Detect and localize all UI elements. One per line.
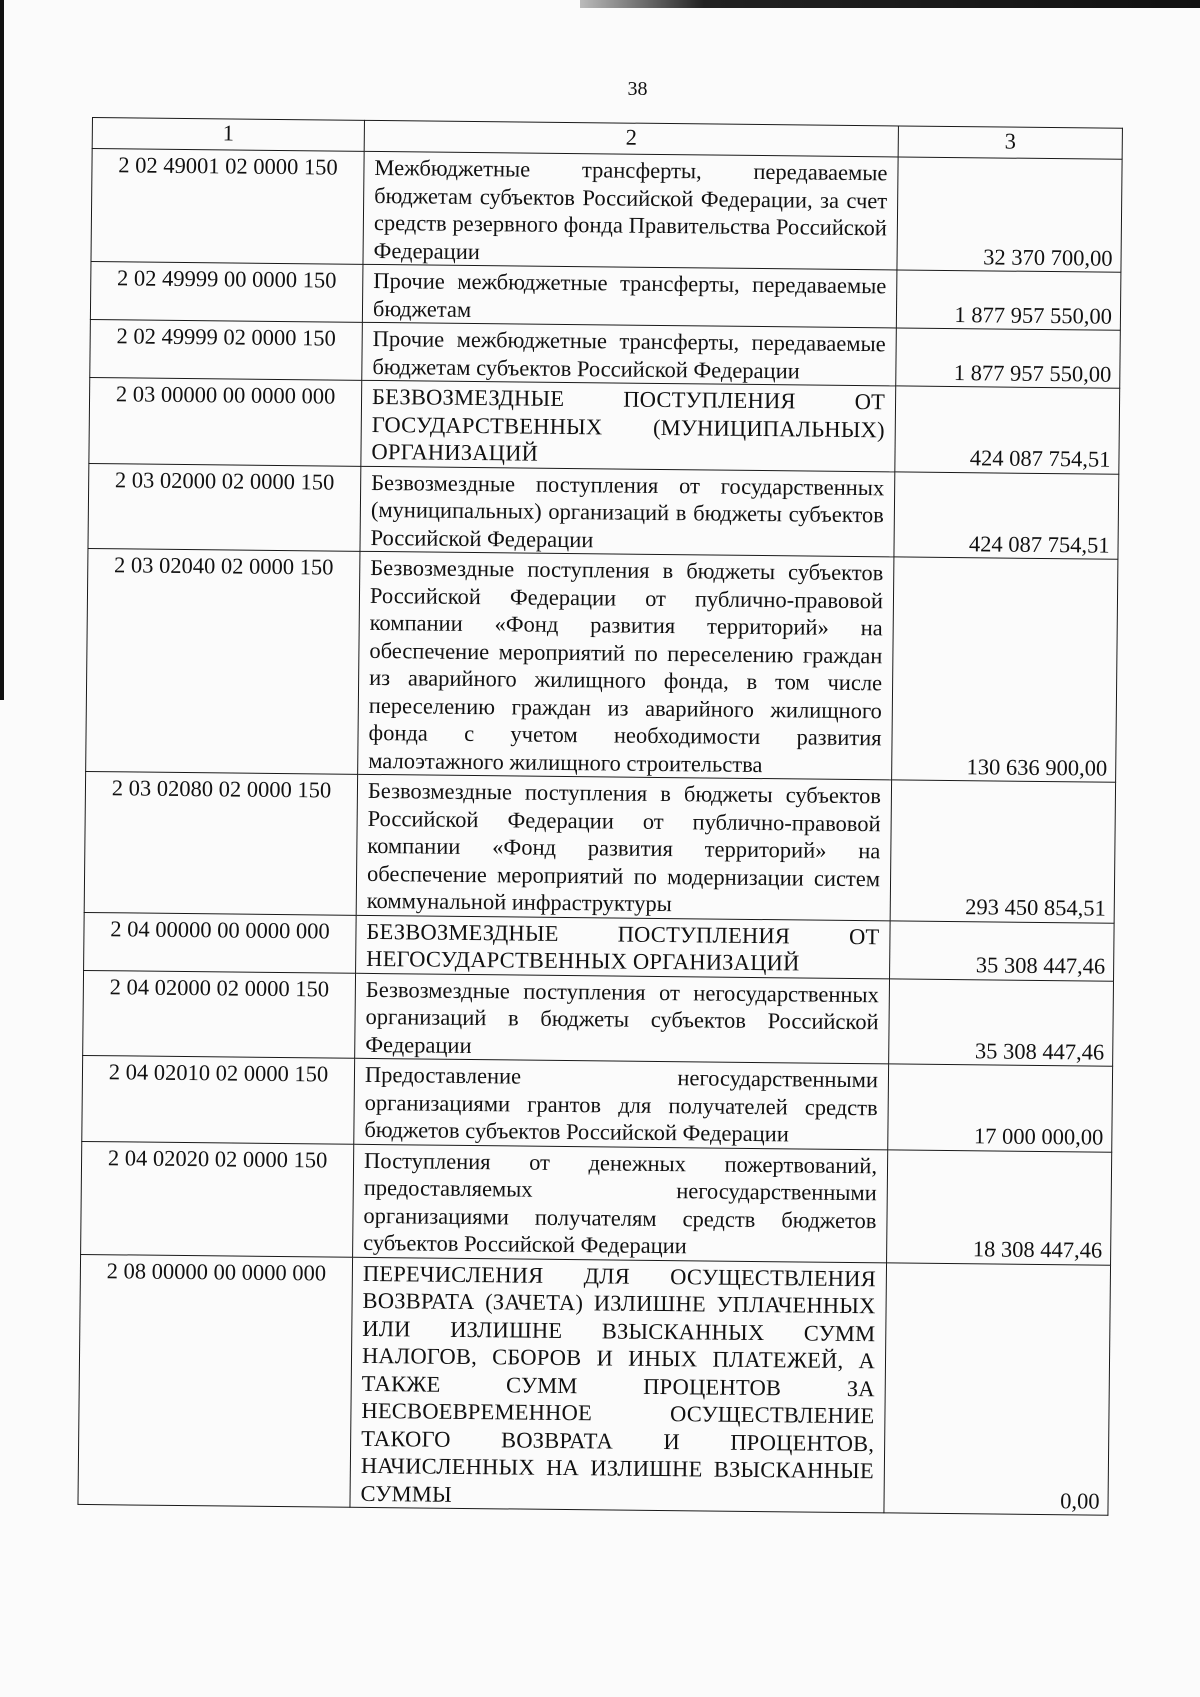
table-row: [82, 1055, 1113, 1151]
table-row: [78, 1254, 1111, 1515]
income-name-cell: ПЕРЕЧИСЛЕНИЯ ДЛЯ ОСУЩЕСТВЛЕНИЯ ВОЗВРАТА (ЗАЧЕТА) ИЗЛИШНЕ УПЛАЧЕННЫХ ИЛИ ИЗЛИШНЕ ВЗЫСКАННЫХ СУММ НАЛОГОВ, СБОРОВ И ИНЫХ ПЛАТЕЖЕЙ, А ТАКЖЕ СУММ ПРОЦЕНТОВ ЗА НЕСВОЕВРЕМЕННОЕ ОСУЩЕСТВЛЕНИЕ ТАКОГО ВОЗВРАТА И ПРОЦЕНТОВ, НАЧИСЛЕННЫХ НА ИЗЛИШНЕ ВЗЫСКАННЫЕ СУММЫ: [350, 1257, 887, 1513]
amount-cell: 35 308 447,46: [889, 978, 1114, 1066]
table-row: [89, 377, 1120, 473]
amount-cell: 424 087 754,51: [895, 386, 1120, 474]
column-header: 1: [92, 118, 364, 152]
amount-cell: 17 000 000,00: [888, 1064, 1113, 1152]
amount-cell: 1 877 957 550,00: [896, 270, 1121, 330]
amount-cell: 1 877 957 550,00: [896, 328, 1121, 388]
income-name-cell: БЕЗВОЗМЕЗДНЫЕ ПОСТУПЛЕНИЯ ОТ ГОСУДАРСТВЕННЫХ (МУНИЦИПАЛЬНЫХ) ОРГАНИЗАЦИЙ: [361, 380, 896, 471]
budget-code-cell: 2 02 49999 00 0000 150: [90, 261, 363, 322]
amount-cell: 32 370 700,00: [897, 157, 1122, 272]
budget-code-cell: 2 04 02020 02 0000 150: [81, 1141, 354, 1257]
income-name-cell: Предоставление негосударственными организациями грантов для получателей средств бюджетов субъектов Российской Федерации: [354, 1058, 889, 1149]
income-name-cell: Прочие межбюджетные трансферты, передаваемые бюджетам субъектов Российской Федерации: [362, 322, 897, 386]
budget-code-cell: 2 03 02040 02 0000 150: [86, 548, 360, 774]
amount-cell: 18 308 447,46: [887, 1149, 1112, 1264]
income-name-cell: Поступления от денежных пожертвований, предоставляемых негосударственными организациями получателям средств бюджетов субъектов Российской Федерации: [353, 1144, 888, 1263]
table-row: [88, 463, 1119, 559]
amount-cell: 35 308 447,46: [890, 920, 1115, 980]
budget-code-cell: 2 03 00000 00 0000 000: [89, 377, 362, 465]
income-name-cell: Межбюджетные трансферты, передаваемые бюджетам субъектов Российской Федерации, за счет средств резервного фонда Правительства Российской Федерации: [363, 151, 898, 270]
income-name-cell: Безвозмездные поступления от государственных (муниципальных) организаций в бюджеты субъектов Российской Федерации: [360, 466, 895, 557]
income-name-cell: Безвозмездные поступления от негосударственных организаций в бюджеты субъектов Российской Федерации: [355, 973, 890, 1064]
budget-code-cell: 2 02 49999 02 0000 150: [90, 319, 363, 380]
income-name-cell: Прочие межбюджетные трансферты, передаваемые бюджетам: [362, 264, 897, 328]
column-header: 3: [898, 126, 1122, 159]
budget-code-cell: 2 08 00000 00 0000 000: [78, 1254, 353, 1507]
column-header: 2: [364, 120, 898, 157]
budget-code-cell: 2 04 02000 02 0000 150: [83, 970, 356, 1058]
income-name-cell: БЕЗВОЗМЕЗДНЫЕ ПОСТУПЛЕНИЯ ОТ НЕГОСУДАРСТВЕННЫХ ОРГАНИЗАЦИЙ: [356, 915, 891, 979]
table-body: [78, 149, 1122, 1516]
budget-code-cell: 2 03 02080 02 0000 150: [84, 771, 357, 914]
budget-table: [77, 117, 1122, 1516]
amount-cell: 293 450 854,51: [890, 780, 1115, 923]
amount-cell: 130 636 900,00: [892, 557, 1118, 782]
scan-artifact-bar: [580, 0, 1200, 8]
income-name-cell: Безвозмездные поступления в бюджеты субъектов Российской Федерации от публично-правовой компании «Фонд развития территорий» на обеспечение мероприятий по модернизации систем коммунальной инфраструктуры: [356, 774, 891, 920]
income-name-cell: Безвозмездные поступления в бюджеты субъектов Российской Федерации от публично-правовой компании «Фонд развития территорий» на обеспечение мероприятий по переселению граждан из аварийного жилищного фонда, в том числе переселению граждан из аварийного жилищного фонда с учетом необходимости развития малоэтажного жилищного строительства: [358, 551, 894, 780]
budget-code-cell: 2 04 00000 00 0000 000: [84, 912, 357, 973]
table-row: [90, 261, 1121, 330]
table-row: [84, 771, 1115, 922]
budget-code-cell: 2 03 02000 02 0000 150: [88, 463, 361, 551]
budget-code-cell: 2 02 49001 02 0000 150: [91, 149, 364, 265]
scan-artifact-edge: [0, 0, 4, 700]
budget-code-cell: 2 04 02010 02 0000 150: [82, 1055, 355, 1143]
table-row: [91, 149, 1122, 273]
amount-cell: 424 087 754,51: [894, 471, 1119, 559]
table-row: [83, 970, 1114, 1066]
table-row: [81, 1141, 1112, 1265]
table-row: [90, 319, 1121, 388]
amount-cell: 0,00: [884, 1262, 1111, 1515]
page-number: 38: [627, 78, 648, 100]
table-row: [84, 912, 1115, 981]
table-row: [86, 548, 1118, 782]
